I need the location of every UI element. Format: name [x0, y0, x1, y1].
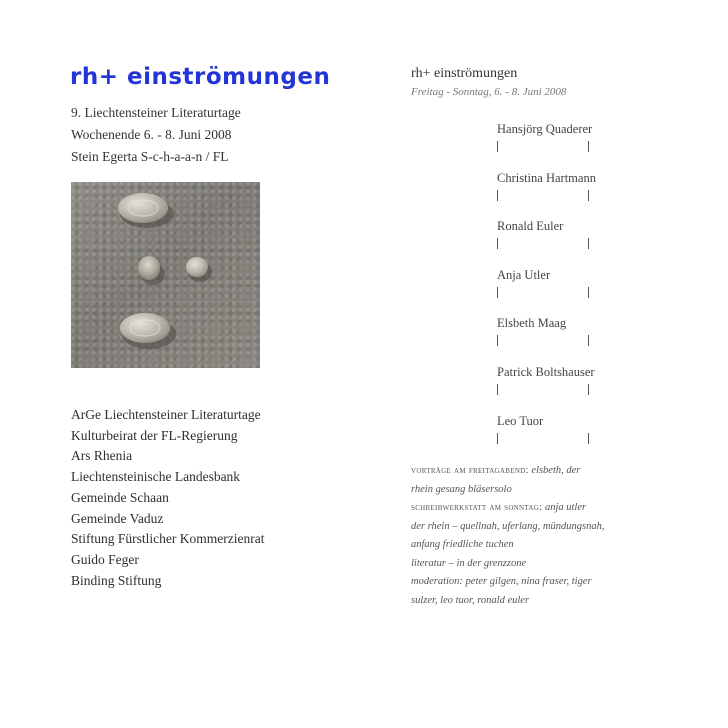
reading-bracket [497, 287, 589, 298]
credit-line: literatur – in der grenzzone [411, 557, 527, 569]
author-name: Anja Utler [497, 267, 551, 282]
reading-entry [497, 364, 627, 413]
event-dates: Wochenende 6. - 8. Juni 2008 [71, 127, 232, 142]
reading-bracket [497, 335, 589, 346]
event-info [71, 102, 341, 168]
credit-line: moderation: peter gilgen, nina fraser, tiger [411, 576, 592, 587]
author-name: Ronald Euler [497, 219, 564, 234]
reading-bracket [497, 190, 589, 201]
pebbles-photo [71, 182, 260, 368]
sponsor-item: Guido Feger [71, 551, 139, 567]
program-dates: Freitag - Sonntag, 6. - 8. Juni 2008 [411, 86, 567, 98]
event-location: Stein Egerta S-c-h-a-a-n / FL [71, 149, 229, 164]
sponsor-item: Gemeinde Schaan [71, 489, 169, 505]
program-title: rh+ einströmungen [411, 66, 518, 81]
sponsor-item: Kulturbeirat der FL-Regierung [71, 427, 238, 443]
credit-line: rhein gesang bläsersolo [411, 483, 512, 495]
author-name: Leo Tuor [497, 413, 544, 428]
sponsor-item: Stiftung Fürstlicher Kommerzienrat [71, 531, 265, 547]
credit-line: schreibwerkstatt am sonntag: anja utler [411, 502, 587, 513]
reading-entry [497, 170, 627, 219]
reading-entry [497, 315, 627, 364]
event-name: 9. Liechtensteiner Literaturtage [71, 105, 241, 120]
reading-entry [497, 267, 627, 316]
reading-bracket [497, 433, 589, 444]
reading-bracket [497, 384, 589, 395]
reading-list [497, 121, 627, 461]
sponsor-item: Binding Stiftung [71, 572, 162, 588]
author-name: Christina Hartmann [497, 170, 596, 185]
reading-entry [497, 413, 627, 462]
flyer-title: rh+ einströmungen [70, 64, 331, 90]
author-name: Hansjörg Quaderer [497, 122, 593, 136]
sponsor-item: Ars Rhenia [71, 448, 133, 464]
reading-entry [497, 218, 627, 267]
credit-line: vorträge am freitagabend: elsbeth, der [411, 465, 581, 476]
credit-line: sulzer, leo tuor, ronald euler [411, 594, 530, 606]
sponsor-list [71, 405, 361, 591]
pebble-middle-right [186, 257, 208, 277]
sponsor-item: Liechtensteinische Landesbank [71, 469, 241, 485]
pebble-bottom [120, 313, 170, 343]
program-credits [411, 462, 661, 610]
reading-bracket [497, 238, 589, 249]
sponsor-item: ArGe Liechtensteiner Literaturtage [71, 407, 261, 422]
reading-entry [497, 121, 627, 170]
reading-bracket [497, 141, 589, 152]
credit-line: anfang friedliche tuchen [411, 539, 514, 550]
author-name: Elsbeth Maag [497, 316, 567, 331]
pebble-top [118, 193, 168, 223]
sponsor-item: Gemeinde Vaduz [71, 510, 164, 526]
pebble-middle-left [138, 256, 160, 280]
author-name: Patrick Boltshauser [497, 364, 595, 379]
credit-line: der rhein – quellnah, uferlang, mündungsnah, [411, 520, 605, 532]
